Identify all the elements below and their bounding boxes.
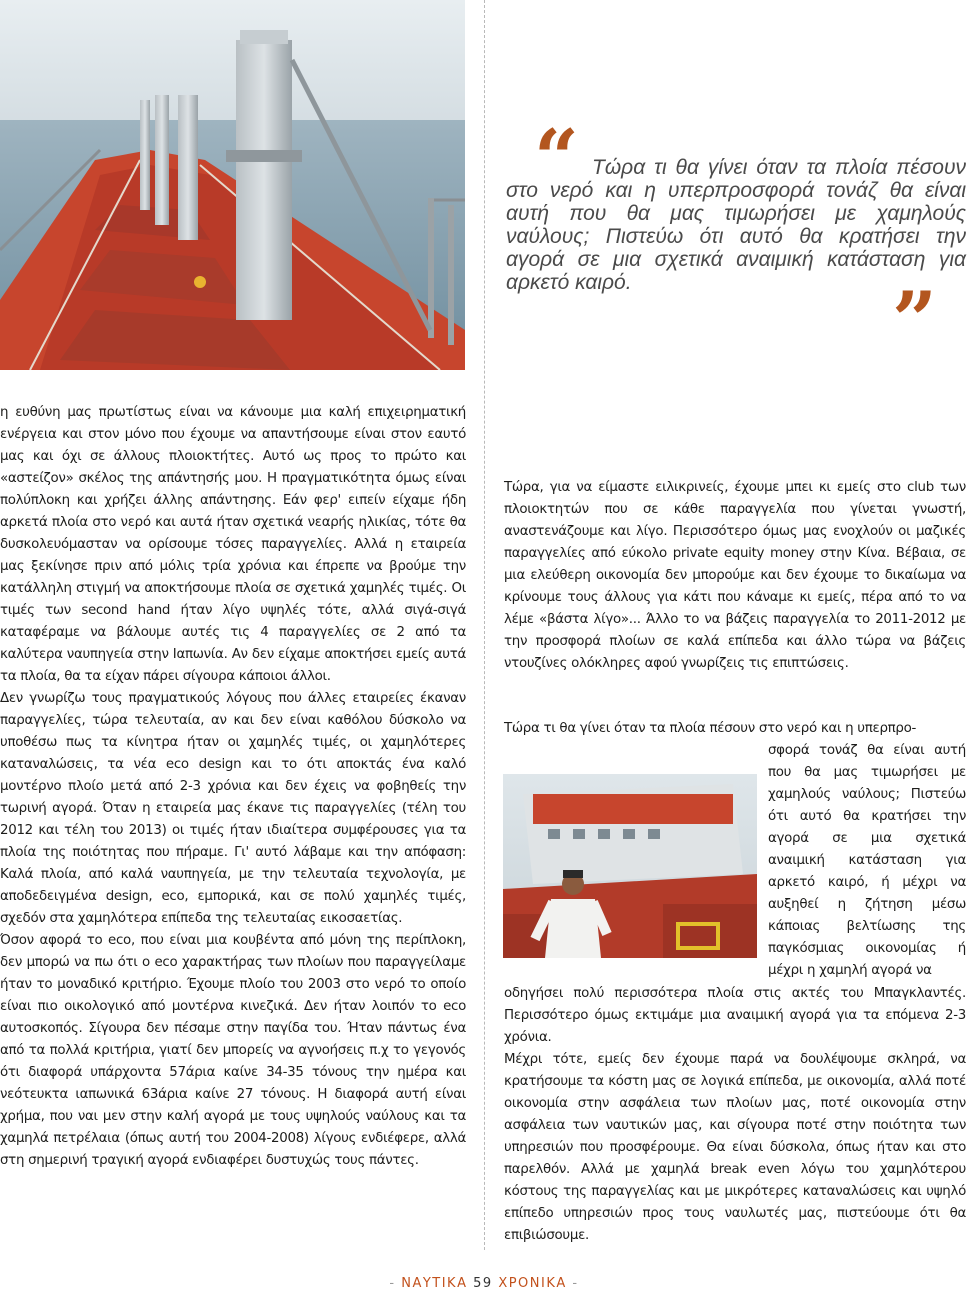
left-paragraph-1: η ευθύνη μας πρωτίστως είναι να κάνουμε μια καλή επιχειρηματική ενέργεια και στον μόνο που έχουμε να απαντήσουμε είναι στον εαυτό μας και όχι σε άλλους πλοιοκτήτες. Αυτό ως προς το πρώτο και «αστείζον» σκέλος της απάντησής μου. Η πραγματικότητα όμως είναι πολύπλοκη και χρήζει άλλης απάντησης. Εάν φερ' ειπείν είχαμε ήδη αρκετά πλοία στο νερό και αυτά ήταν σχετικά νεαρής ηλικίας, τότε θα δυσκολευόμασταν να ορίσουμε τόσες παραγγελίες. Αλλά η εταιρεία μας ξεκίνησε πριν από μόλις τρία χρόνια και έπρεπε να βρούμε την κατάλληλη στιγμή να αποκτήσουμε πλοία σε σχετικά χαμηλές τιμές. Οι τιμές των second hand ήταν λίγο υψηλές τότε, αλλά σιγά-σιγά καταφέραμε να βάλουμε αυτές τις 4 παραγγελίες σε 2 από τα καλύτερα ναυπηγεία στην Ιαπωνία. Αν δεν είχαμε αποκτήσει εμείς αυτά τα πλοία, θα τα είχαν πάρει σίγουρα κάποιοι άλλοι. bbox=[0, 405, 466, 684]
open-quote-mark: “ bbox=[534, 113, 579, 204]
left-paragraph-3: Όσον αφορά το eco, που είναι μια κουβέντα από μόνη της περίπλοκη, δεν μπορώ να πω ότι ο eco χαρακτήρας των πλοίων που παραγγείλαμε ήταν το μοναδικό κριτήριο. Έχουμε πλοίο του 2003 στο νερό το οποίο είναι πιο οικολογικό από μοντέρνα κινεζικά. Δεν ήταν λοιπόν το eco αυτοσκοπός. Σίγουρα δεν πέσαμε στην παγίδα του. Ήταν πάντως ένα από τα πολλά κριτήρια, γιατί δεν μπορείς να αγνοήσεις π.χ το γεγονός ότι διαφορά υπάρχοντα 57άρια καίνε 34-35 τόνους την ημέρα και νεότευκτα ιαπωνικά 63άρια καίνε 27 τόνους. Η διαφορά αυτή είναι χρήμα, που ναι μεν στην καλή αγορά με τους υψηλούς ναύλους και τα χαμηλά πετρέλαια (όπως αυτή του 2004-2008) λίγους ενδιέφερε, αλλά στη σημερινή τραγική αγορά ενδιαφέρει δυστυχώς τους πάντες. bbox=[0, 933, 466, 1168]
right-column-wrap-text bbox=[768, 740, 966, 982]
right-paragraph-2-lead: Τώρα τι θα γίνει όταν τα πλοία πέσουν στο νερό και η υπερπρο- bbox=[504, 721, 917, 736]
right-column-lead-line bbox=[504, 718, 966, 740]
ship-deck-illustration bbox=[0, 0, 465, 370]
pull-quote-text: Τώρα τι θα γίνει όταν τα πλοία πέσουν στο νερό και η υπερπροσφορά τονάζ θα είναι αυτή που θα μας τιμωρήσει με χαμηλούς ναύλους; Πιστεύω ότι αυτό θα κρατήσει την αγορά σε μια σχετικά αναιμική κατάσταση για αρκετό καιρό. bbox=[506, 156, 966, 294]
footer-magazine-name-a: ΝΑΥΤΙΚΑ bbox=[401, 1276, 468, 1291]
right-paragraph-3: Μέχρι τότε, εμείς δεν έχουμε παρά να δουλέψουμε σκληρά, να κρατήσουμε τα κόστη μας σε λογικά επίπεδα, με οικονομία, αλλά ποτέ οικονομία στην ασφάλεια των πλοίων μας, ποτέ οικονομία στην ασφάλεια των ναυτικών μας, και σίγουρα ποτέ στην ποιότητα των υπηρεσιών που προσφέρουμε. Θα είναι δύσκολα, όπως ήταν και στο παρελθόν. Αλλά με χαμηλά break even λόγω του χαμηλότερου κόστους της παραγγελίας και με μικρότερες καταναλώσεις και υψηλό επίπεδο υπηρεσιών προς τους ναυλωτές μας, πιστεύουμε ότι θα επιβιώσουμε. bbox=[504, 1052, 966, 1243]
right-paragraph-2-wrap: σφορά τονάζ θα είναι αυτή που θα μας τιμωρήσει με χαμηλούς ναύλους; Πιστεύω ότι αυτό θα κρατήσει την αγορά σε μια σχετικά αναιμική κατάσταση για αρκετό καιρό, ή μέχρι να αυξηθεί η ζήτηση μέσω κάποιας βελτίωσης της παγκόσμιας οικονομίας ή μέχρι η χαμηλή αγορά να bbox=[768, 743, 966, 978]
column-divider bbox=[484, 0, 485, 1250]
shipowner-illustration bbox=[503, 774, 757, 958]
footer-dash-left: - bbox=[389, 1276, 396, 1291]
right-paragraph-1: Τώρα, για να είμαστε ειλικρινείς, έχουμε μπει κι εμείς στο club των πλοιοκτητών που σε κάθε παραγγελία που γίνεται γνωστή, αναστενάζουμε και λίγο. Περισσότερο όμως μας ενοχλούν οι μαζικές παραγγελίες από εύκολο private equity money στην Κίνα. Βέβαια, σε μια ελεύθερη οικονομία δεν μπορούμε και δεν έχουμε το δικαίωμα να κρίνουμε τους άλλους για κάτι που κάναμε κι εμείς, πέρα από το να λέμε «βάστα λίγο»... Άλλο το να βάζεις παραγγελία το 2011-2012 με την προσφορά πλοίων σε καλά επίπεδα και άλλο τώρα να βάζεις ντουζίνες ολόκληρες αφού γνωρίζεις τις επιπτώσεις. bbox=[504, 480, 966, 671]
footer-magazine-name-b: ΧΡΟΝΙΚΑ bbox=[498, 1276, 567, 1291]
ship-deck-photo bbox=[0, 0, 465, 370]
right-column-top bbox=[504, 477, 966, 675]
left-paragraph-2: Δεν γνωρίζω τους πραγματικούς λόγους που άλλες εταιρείες έκαναν παραγγελίες, τώρα τελευταία, αν και δεν είναι καθόλου δύσκολο να υποθέσω πως τα κίνητρα ήταν οι χαμηλές τιμές, οι χαμηλότερες καταναλώσεις, τα νέα eco design και το ότι αποκτάς ένα καλό μοντέρνο πλοίο μετά από 2-3 χρόνια και δεν έχεις να φοβηθείς την τωρινή αγορά. Όταν η εταιρεία μας έκανε τις παραγγελίες (τέλη του 2012 και τέλη του 2013) οι τιμές ήταν ιδιαίτερα συμφέρουσες για τα πλοία της ποιότητας που πήραμε. Γι' αυτό λάβαμε και την απόφαση: Καλά πλοία, από καλά ναυπηγεία, με την τελευταία τεχνολογία, με αποδεδειγμένα design, eco, εμπορικά, και σε πολύ χαμηλές τιμές, σχεδόν στα χαμηλότερα επίπεδα της τελευταίας εικοσαετίας. bbox=[0, 691, 466, 926]
page-number: 59 bbox=[473, 1276, 493, 1291]
right-column-bottom bbox=[504, 983, 966, 1247]
shipowner-photo bbox=[503, 774, 757, 958]
right-paragraph-2-tail: οδηγήσει πολύ περισσότερα πλοία στις ακτές του Μπαγκλαντές. Περισσότερο όμως εκτιμάμε μια αναιμική αγορά για τα επόμενα 2-3 χρόνια. bbox=[504, 986, 966, 1045]
page-footer bbox=[0, 1276, 968, 1291]
left-column bbox=[0, 402, 466, 1172]
footer-dash-right: - bbox=[572, 1276, 579, 1291]
close-quote-mark: ” bbox=[892, 275, 937, 366]
pull-quote bbox=[506, 113, 966, 366]
